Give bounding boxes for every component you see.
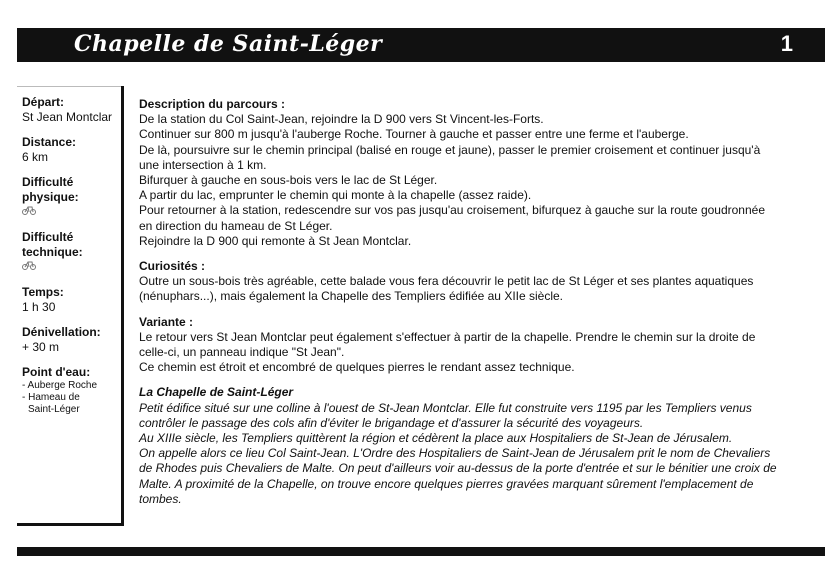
depart-value: St Jean Montclar — [22, 110, 113, 124]
curiosites-line: (nénuphars...), mais également la Chapelle des Templiers édifiée au XIIe siècle. — [139, 289, 564, 304]
denivellation-group — [22, 325, 121, 355]
denivellation-value: + 30 m — [22, 340, 60, 354]
chapelle-line: de Rhodes puis Chevaliers de Malte. On peut d'ailleurs voir au-dessus de la porte d'entrée et sur le bénitier une croix de — [139, 461, 777, 476]
description-line: A partir du lac, emprunter le chemin qui monte à la chapelle (assez raide). — [139, 188, 532, 203]
chapelle-line: tombes. — [139, 491, 182, 506]
title-bar — [17, 28, 825, 62]
bike-icon — [22, 260, 121, 275]
chapelle-line: contrôler le passage des cols afin d'éviter le brigandage et d'assurer la sécurité des voyageurs. — [139, 415, 644, 430]
difficulte-technique-label-1: Difficulté — [22, 230, 74, 244]
variante-section — [139, 315, 814, 376]
chapelle-title: La Chapelle de Saint-Léger — [139, 385, 294, 400]
info-sidebar — [17, 86, 124, 526]
chapelle-line: Petit édifice situé sur une colline à l'ouest de St-Jean Montclar. Elle fut construite vers 1195 par les Templiers venus — [139, 400, 752, 415]
main-content — [139, 97, 814, 517]
distance-label: Distance: — [22, 135, 77, 149]
variante-line: Le retour vers St Jean Montclar peut également s'effectuer à partir de la chapelle. Prendre le chemin sur la droite de — [139, 329, 756, 344]
variante-line: Ce chemin est étroit et encombré de quelques pierres le rendant assez technique. — [139, 360, 575, 375]
description-line: Continuer sur 800 m jusqu'à l'auberge Roche. Tourner à gauche et passer entre une ferme et l'auberge. — [139, 127, 689, 142]
bike-icon — [22, 205, 121, 220]
page-title: Chapelle de Saint-Léger — [74, 31, 383, 57]
page-number: 1 — [780, 31, 793, 56]
description-title: Description du parcours : — [139, 97, 286, 111]
difficulte-technique-group — [22, 230, 121, 275]
variante-title: Variante : — [139, 314, 194, 329]
point-eau-item: - Auberge Roche — [22, 380, 98, 391]
difficulte-physique-group — [22, 175, 121, 220]
description-line: Rejoindre la D 900 qui remonte à St Jean Montclar. — [139, 233, 412, 248]
description-section — [139, 97, 814, 249]
depart-group — [22, 95, 121, 125]
variante-line: celle-ci, un panneau indique "St Jean". — [139, 345, 345, 360]
curiosites-section — [139, 259, 814, 305]
temps-value: 1 h 30 — [22, 300, 56, 314]
curiosites-line: Outre un sous-bois très agréable, cette balade vous fera découvrir le petit lac de St Léger et ses plantes aquatiques — [139, 274, 754, 289]
denivellation-label: Dénivellation: — [22, 325, 101, 339]
chapelle-line: Malte. A proximité de la Chapelle, on trouve encore quelques pierres gravées marquant sûrement l'emplacement de — [139, 476, 754, 491]
description-line: De là, poursuivre sur le chemin principal (balisé en rouge et jaune), passer le premier croisement et continuer jusqu'à — [139, 142, 761, 157]
distance-group — [22, 135, 121, 165]
depart-label: Départ: — [22, 95, 65, 109]
bottom-bar — [17, 547, 825, 556]
description-line: De la station du Col Saint-Jean, rejoindre la D 900 vers St Vincent-les-Forts. — [139, 112, 544, 127]
chapelle-line: On appelle alors ce lieu Col Saint-Jean. L'Ordre des Hospitaliers de Saint-Jean de Jérusalem prit le nom de Chevaliers — [139, 446, 771, 461]
difficulte-physique-label-2: physique: — [22, 190, 79, 204]
curiosites-title: Curiosités : — [139, 259, 206, 274]
point-eau-label: Point d'eau: — [22, 365, 91, 379]
temps-group — [22, 285, 121, 315]
description-line: Pour retourner à la station, redescendre sur vos pas jusqu'au croisement, bifurquez à gauche sur la route goudronnée — [139, 203, 765, 218]
description-line: Bifurquer à gauche en sous-bois vers le lac de St Léger. — [139, 173, 438, 188]
difficulte-physique-label-1: Difficulté — [22, 175, 74, 189]
distance-value: 6 km — [22, 150, 49, 164]
chapelle-line: Au XIIIe siècle, les Templiers quittèrent la région et cédèrent la place aux Hospitaliers de St-Jean de Jérusalem. — [139, 431, 733, 446]
difficulte-technique-label-2: technique: — [22, 245, 83, 259]
chapelle-section — [139, 385, 814, 507]
point-eau-group — [22, 365, 121, 416]
point-eau-item: Saint-Léger — [28, 404, 80, 415]
point-eau-item: - Hameau de — [22, 392, 80, 403]
description-line: en direction du hameau de St Léger. — [139, 218, 333, 233]
temps-label: Temps: — [22, 285, 64, 299]
description-line: une intersection à 1 km. — [139, 157, 267, 172]
